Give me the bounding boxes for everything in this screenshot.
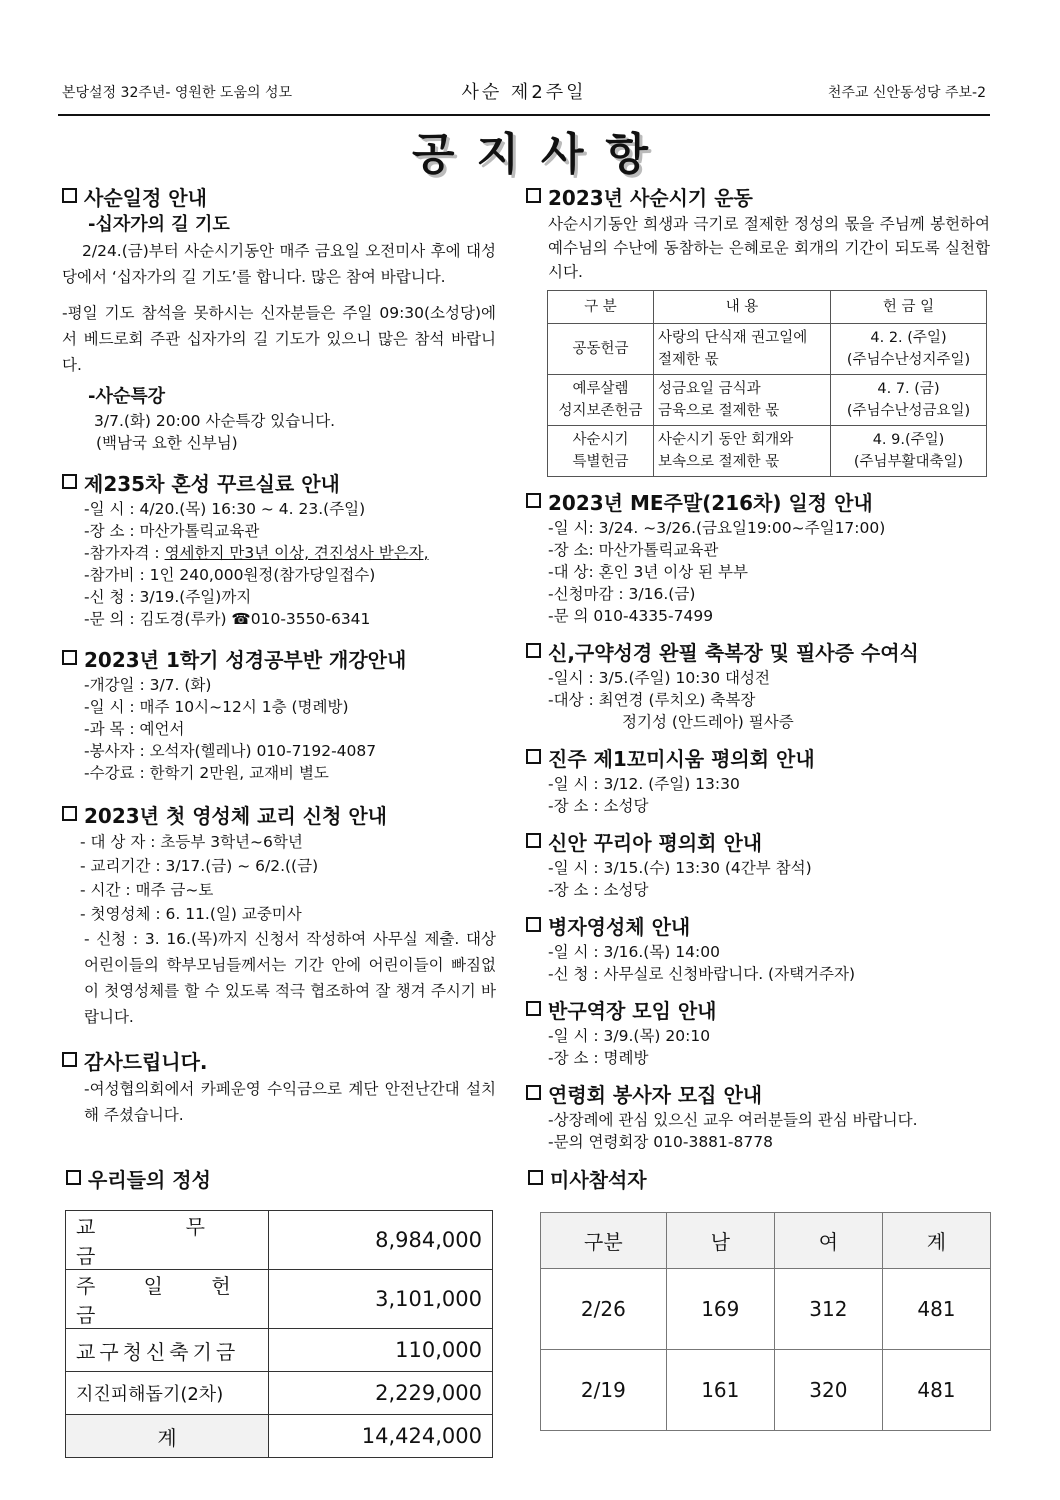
checkbox-icon [66,1170,81,1185]
text-line: -일 시 : 3/16.(목) 14:00 [548,943,720,961]
section-lent-movement [526,184,990,477]
table-row [548,375,987,426]
section-bible-transcription [526,639,990,733]
checkbox-icon [526,1085,541,1100]
table-cell: 2/26 [541,1269,667,1350]
section-title: 2023년 첫 영성체 교리 신청 안내 [62,802,496,830]
text-line: -문 의 : 김도경(루카) ☎010-3550-6341 [84,610,371,628]
checkbox-icon [526,917,541,932]
checkbox-icon [526,749,541,764]
section-title: 병자영성체 안내 [526,913,990,941]
attendance-title: 미사참석자 [528,1164,647,1193]
attendance-table [540,1212,991,1431]
section-me-weekend [526,489,990,627]
table-row [541,1350,991,1431]
table-header: 구 분 [548,291,654,324]
checkbox-icon [526,493,541,508]
table-cell: 481 [882,1269,990,1350]
checkbox-icon [526,643,541,658]
text-line: -장 소 : 소성당 [548,881,649,899]
table-header-row [548,291,987,324]
paragraph: -여성협의회에서 카페운영 수익금으로 계단 안전난간대 설치해 주셨습니다. [84,1080,496,1124]
text-line: -대 상: 혼인 3년 이상 된 부부 [548,563,748,581]
page-header [58,78,990,116]
table-cell: 주 일 헌 금 [66,1270,269,1329]
section-title: 2023년 ME주말(216차) 일정 안내 [526,489,990,517]
section-thanks [62,1048,496,1128]
table-cell: 성금요일 금식과 금육으로 절제한 몫 [654,375,831,426]
text-line: -참가자격 : 영세한지 만3년 이상, 견진성사 받은자, [84,544,429,562]
header-left: 본당설정 32주년- 영원한 도움의 성모 [62,85,293,101]
table-cell: 8,984,000 [269,1211,493,1270]
table-row [548,426,987,477]
section-funeral-volunteers [526,1081,990,1153]
left-column [62,184,496,1140]
section-title: 제235차 혼성 꾸르실료 안내 [62,470,496,498]
table-cell: 312 [774,1269,882,1350]
text-line: 정기성 (안드레아) 필사증 [622,713,794,731]
section-comitium [526,745,990,817]
page-title: 공지사항 [411,129,670,180]
text-line: -일 시 : 4/20.(목) 16:30 ~ 4. 23.(주일) [84,500,366,518]
paragraph: 2/24.(금)부터 사순시기동안 매주 금요일 오전미사 후에 대성당에서 ‘십자가의 길 기도’를 합니다. 많은 참여 바랍니다. [62,242,496,286]
section-sick-communion [526,913,990,985]
subsection-title: -사순특강 [88,386,166,407]
offering-table [65,1210,493,1458]
section-title: 2023년 1학기 성경공부반 개강안내 [62,646,496,674]
text-line: -일 시 : 3/15.(수) 13:30 (4간부 참석) [548,859,812,877]
table-row [66,1211,493,1270]
table-header: 구분 [541,1213,667,1269]
table-row [66,1329,493,1372]
table-header: 헌 금 일 [831,291,987,324]
table-cell: 사순시기 동안 회개와 보속으로 절제한 몫 [654,426,831,477]
table-header: 계 [882,1213,990,1269]
table-cell: 4. 7. (금) (주님수난성금요일) [831,375,987,426]
text-line: -과 목 : 예언서 [84,720,185,738]
text-line: -장 소 : 마산가톨릭교육관 [84,522,260,540]
text-line: (백남국 요한 신부님) [96,434,238,452]
checkbox-icon [62,806,77,821]
header-right: 천주교 신안동성당 주보-2 [827,85,986,101]
table-cell: 사순시기 특별헌금 [548,426,654,477]
text-line: -장 소: 마산가톨릭교육관 [548,541,719,559]
table-header: 여 [774,1213,882,1269]
table-cell: 교구청신축기금 [66,1329,269,1372]
subsection-title: -십자가의 길 기도 [88,214,230,235]
checkbox-icon [526,188,541,203]
section-title: 신,구약성경 완필 축복장 및 필사증 수여식 [526,639,990,667]
checkbox-icon [526,1001,541,1016]
table-cell: 공동헌금 [548,324,654,375]
checkbox-icon [528,1170,543,1185]
text-line: -수강료 : 한학기 2만원, 교재비 별도 [84,764,329,782]
table-cell: 예루살렘 성지보존헌금 [548,375,654,426]
text-line: -일 시: 3/24. ~3/26.(금요일19:00~주일17:00) [548,519,886,537]
text-line: -장 소 : 소성당 [548,797,649,815]
text-line: -신 청 : 사무실로 신청바랍니다. (자택거주자) [548,965,856,983]
section-title: 신안 꾸리아 평의회 안내 [526,829,990,857]
lent-offering-table [547,290,987,477]
checkbox-icon [62,1052,77,1067]
table-cell: 2,229,000 [269,1372,493,1415]
table-cell: 3,101,000 [269,1270,493,1329]
text-line: - 시간 : 매주 금~토 [80,881,214,899]
checkbox-icon [62,188,77,203]
text-line: -대상 : 최연경 (루치오) 축복장 [548,691,756,709]
paragraph: -평일 기도 참석을 못하시는 신자분들은 주일 09:30(소성당)에서 베드로회 주관 십자가의 길 기도가 있으니 많은 참석 바랍니다. [62,304,496,374]
table-header: 남 [666,1213,774,1269]
text-line: -신 청 : 3/19.(주일)까지 [84,588,252,606]
checkbox-icon [62,474,77,489]
section-title: 진주 제1꼬미시움 평의회 안내 [526,745,990,773]
table-cell: 사랑의 단식재 권고일에 절제한 몫 [654,324,831,375]
table-header-row [541,1213,991,1269]
text-line: -일시 : 3/5.(주일) 10:30 대성전 [548,669,770,687]
text-line: -일 시 : 3/12. (주일) 13:30 [548,775,740,793]
text-line: -상장례에 관심 있으신 교우 여러분들의 관심 바랍니다. [548,1111,918,1129]
text-line: -장 소 : 명례방 [548,1049,649,1067]
table-row [541,1269,991,1350]
table-cell: 481 [882,1350,990,1431]
text-line: -신청마감 : 3/16.(금) [548,585,696,603]
table-cell: 110,000 [269,1329,493,1372]
section-title: 사순일정 안내 [62,184,496,212]
table-cell: 14,424,000 [269,1415,493,1458]
text-line: -문의 연령회장 010-3881-8778 [548,1133,773,1151]
table-cell: 320 [774,1350,882,1431]
text-line: -문 의 010-4335-7499 [548,607,714,625]
table-cell: 계 [66,1415,269,1458]
table-cell: 4. 2. (주일) (주님수난성지주일) [831,324,987,375]
paragraph: 사순시기동안 희생과 극기로 절제한 정성의 몫을 주님께 봉헌하여 예수님의 수난에 동참하는 은혜로운 회개의 기간이 되도록 실천합시다. [548,215,990,281]
section-title: 반구역장 모임 안내 [526,997,990,1025]
section-cursillo [62,470,496,630]
section-district-leaders [526,997,990,1069]
table-cell: 169 [666,1269,774,1350]
table-cell: 161 [666,1350,774,1431]
paragraph: - 신청 : 3. 16.(목)까지 신청서 작성하여 사무실 제출. 대상 어린이들의 학부모님들께서는 기간 안에 어린이들이 빠짐없이 첫영성체를 할 수 있도록 적극 협조하여 잘 챙겨 주시기 바랍니다. [84,930,496,1026]
text-line: -일 시 : 매주 10시~12시 1층 (명례방) [84,698,349,716]
table-row [66,1415,493,1458]
offering-title: 우리들의 정성 [66,1164,211,1193]
text-line: -참가비 : 1인 240,000원정(참가당일접수) [84,566,376,584]
text-line: 3/7.(화) 20:00 사순특강 있습니다. [94,412,336,430]
checkbox-icon [62,650,77,665]
section-lent-schedule [62,184,496,454]
text-line: -봉사자 : 오석자(헬레나) 010-7192-4087 [84,742,377,760]
section-first-communion [62,802,496,1030]
text-line: - 대 상 자 : 초등부 3학년~6학년 [80,833,303,851]
text-line: - 교리기간 : 3/17.(금) ~ 6/2.((금) [80,857,319,875]
table-cell: 지진피해돕기(2차) [66,1372,269,1415]
table-cell: 2/19 [541,1350,667,1431]
table-row [548,324,987,375]
checkbox-icon [526,833,541,848]
header-center: 사순 제2주일 [461,82,587,103]
section-title: 감사드립니다. [62,1048,496,1076]
text-line: - 첫영성체 : 6. 11.(일) 교중미사 [80,905,302,923]
table-cell: 교 무 금 [66,1211,269,1270]
right-column [526,184,990,1165]
section-curia [526,829,990,901]
section-title: 연령회 봉사자 모집 안내 [526,1081,990,1109]
table-cell: 4. 9.(주일) (주님부활대축일) [831,426,987,477]
section-bible-study [62,646,496,784]
text-line: -개강일 : 3/7. (화) [84,676,212,694]
table-row [66,1372,493,1415]
table-row [66,1270,493,1329]
table-header: 내 용 [654,291,831,324]
section-title: 2023년 사순시기 운동 [526,184,990,212]
text-line: -일 시 : 3/9.(목) 20:10 [548,1027,711,1045]
